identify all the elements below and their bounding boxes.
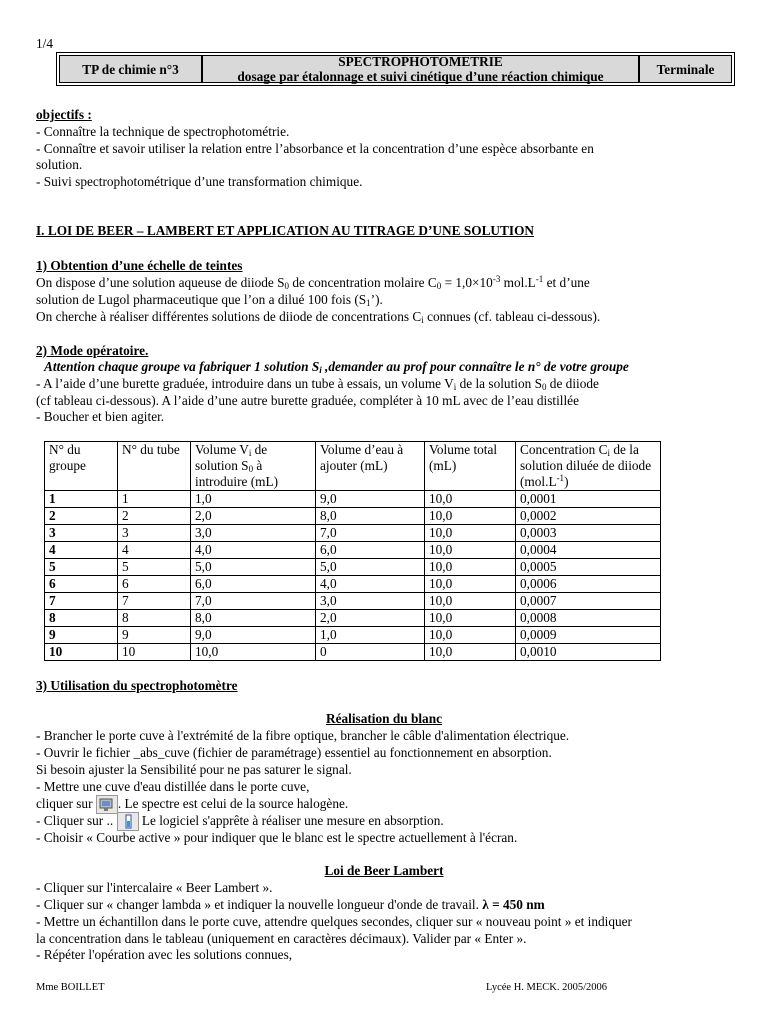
paragraph-line: On dispose d’une solution aqueuse de diiode $S_0$ de concentration molaire $C_0 = 1,0\times 10^{-3}$ $mol.L^{-1}$ et d’une xyxy=(36,274,590,291)
page-number: 1/4 xyxy=(36,36,53,51)
table-cell: 4,0 xyxy=(191,542,316,559)
paragraph-line: - Boucher et bien agiter. xyxy=(36,409,165,424)
table-cell: 4,0 xyxy=(316,576,425,593)
subsection-1-title: 1) Obtention d’une échelle de teintes xyxy=(36,258,243,273)
table-cell: 2 xyxy=(118,508,191,525)
paragraph-line: (cf tableau ci-dessous). A l’aide d’une autre burette graduée, compléter à 10 mL avec de l’eau distillée xyxy=(36,393,579,408)
table-row xyxy=(45,576,661,593)
header-eau: Volume d’eau à ajouter (mL) xyxy=(316,442,425,491)
header-groupe: N° du groupe xyxy=(45,442,118,491)
table-cell: 6,0 xyxy=(191,576,316,593)
table-row xyxy=(45,627,661,644)
blanc-title: Réalisation du blanc xyxy=(325,711,442,726)
objectif-item: - Connaître et savoir utiliser la relation entre l’absorbance et la concentration d’une espèce absorbante en xyxy=(36,141,594,156)
table-cell: 8 xyxy=(45,610,118,627)
footer-author: Mme BOILLET xyxy=(36,982,105,993)
table-cell: 9 xyxy=(45,627,118,644)
objectifs-heading: objectifs : xyxy=(36,107,92,122)
section-1-title: I. LOI DE BEER – LAMBERT ET APPLICATION AU TITRAGE D’UNE SOLUTION xyxy=(36,223,535,238)
table-cell: 0,0007 xyxy=(516,593,661,610)
table-row xyxy=(45,644,661,661)
paragraph-line: Si besoin ajuster la Sensibilité pour ne pas saturer le signal. xyxy=(36,762,352,777)
table-cell: 10,0 xyxy=(425,508,516,525)
table-cell: 10 xyxy=(118,644,191,661)
table-cell: 9,0 xyxy=(191,627,316,644)
table-cell: 3,0 xyxy=(316,593,425,610)
table-cell: 4 xyxy=(45,542,118,559)
table-cell: 10 xyxy=(45,644,118,661)
table-cell: 0,0002 xyxy=(516,508,661,525)
table-cell: 0 xyxy=(316,644,425,661)
header-left xyxy=(59,55,202,83)
table-row xyxy=(45,542,661,559)
page-subtitle: dosage par étalonnage et suivi cinétique d’une réaction chimique xyxy=(237,69,604,84)
subsection-2-title: 2) Mode opératoire. xyxy=(36,343,149,358)
paragraph-line: - Ouvrir le fichier _abs_cuve (fichier de paramétrage) essentiel au fonctionnement en absorption. xyxy=(36,745,552,760)
paragraph-line: - Mettre un échantillon dans le porte cuve, attendre quelques secondes, cliquer sur « nouveau point » et indiquer xyxy=(36,914,632,929)
header-right xyxy=(639,55,732,83)
table-cell: 10,0 xyxy=(425,576,516,593)
table-cell: 3,0 xyxy=(191,525,316,542)
absorption-icon[interactable] xyxy=(117,812,139,831)
paragraph-line: cliquer sur . Le spectre est celui de la source halogène. xyxy=(36,795,348,814)
table-cell: 6 xyxy=(45,576,118,593)
paragraph-line: - A l’aide d’une burette graduée, introduire dans un tube à essais, un volume $V_i$ de la solution $S_0$ de diiode xyxy=(36,376,599,392)
table-cell: 8,0 xyxy=(191,610,316,627)
table-cell: 10,0 xyxy=(425,525,516,542)
header-concentration: Concentration $C_i$ de la solution diluée de diiode $(mol.L^{-1})$ xyxy=(516,442,661,491)
table-row xyxy=(45,491,661,508)
table-row xyxy=(45,525,661,542)
paragraph-line: solution de Lugol pharmaceutique que l’on a dilué 100 fois $(S_1’)$. xyxy=(36,292,383,308)
table-row xyxy=(45,508,661,525)
paragraph-line: - Brancher le porte cuve à l'extrémité de la fibre optique, brancher le câble d'alimentation électrique. xyxy=(36,728,570,743)
table-cell: 10,0 xyxy=(425,610,516,627)
objectif-item: - Connaître la technique de spectrophotométrie. xyxy=(36,124,290,139)
subsection-3-title: 3) Utilisation du spectrophotomètre xyxy=(36,678,238,693)
lambda-value: λ = 450 nm xyxy=(482,897,545,912)
table-cell: 7 xyxy=(118,593,191,610)
table-cell: 10,0 xyxy=(191,644,316,661)
footer-school: Lycée H. MECK. 2005/2006 xyxy=(486,982,608,993)
table-cell: 3 xyxy=(45,525,118,542)
dilution-table xyxy=(44,441,661,661)
table-cell: 9 xyxy=(118,627,191,644)
table-cell: 8,0 xyxy=(316,508,425,525)
table-row xyxy=(45,593,661,610)
table-cell: 8 xyxy=(118,610,191,627)
header-box xyxy=(56,52,735,86)
table-cell: 0,0009 xyxy=(516,627,661,644)
paragraph-line: - Mettre une cuve d'eau distillée dans le porte cuve, xyxy=(36,779,310,794)
table-cell: 0,0003 xyxy=(516,525,661,542)
course-label: TP de chimie n°3 xyxy=(82,61,179,77)
table-cell: 5,0 xyxy=(191,559,316,576)
table-cell: 2,0 xyxy=(316,610,425,627)
class-level: Terminale xyxy=(656,61,715,77)
table-cell: 1,0 xyxy=(191,491,316,508)
table-cell: 6,0 xyxy=(316,542,425,559)
table-cell: 0,0005 xyxy=(516,559,661,576)
table-cell: 1 xyxy=(118,491,191,508)
table-cell: 5,0 xyxy=(316,559,425,576)
table-cell: 7,0 xyxy=(316,525,425,542)
paragraph-line: - Cliquer sur l'intercalaire « Beer Lambert ». xyxy=(36,880,273,895)
table-cell: 0,0010 xyxy=(516,644,661,661)
table-cell: 10,0 xyxy=(425,542,516,559)
table-cell: 1 xyxy=(45,491,118,508)
header-volume: Volume $V_i$ de solution $S_0$ à introduire (mL) xyxy=(191,442,316,491)
table-cell: 0,0001 xyxy=(516,491,661,508)
table-cell: 5 xyxy=(45,559,118,576)
paragraph-line: - Choisir « Courbe active » pour indiquer que le blanc est le spectre actuellement à l'écran. xyxy=(36,830,518,845)
table-header-row xyxy=(45,442,661,491)
header-total: Volume total (mL) xyxy=(425,442,516,491)
page-title: SPECTROPHOTOMETRIE xyxy=(338,54,503,69)
table-cell: 0,0008 xyxy=(516,610,661,627)
table-cell: 1,0 xyxy=(316,627,425,644)
table-cell: 6 xyxy=(118,576,191,593)
table-row xyxy=(45,610,661,627)
paragraph-line: la concentration dans le tableau (uniquement en caractères décimaux). Valider par « Enter ». xyxy=(36,931,527,946)
table-row xyxy=(45,559,661,576)
paragraph-line: - Cliquer sur « changer lambda » et indiquer la nouvelle longueur d'onde de travail. λ = 450 nm xyxy=(36,897,545,912)
table-cell: 10,0 xyxy=(425,627,516,644)
objectif-item-cont: solution. xyxy=(36,157,83,172)
table-cell: 10,0 xyxy=(425,559,516,576)
table-cell: 7,0 xyxy=(191,593,316,610)
table-cell: 5 xyxy=(118,559,191,576)
table-cell: 3 xyxy=(118,525,191,542)
table-cell: 0,0004 xyxy=(516,542,661,559)
paragraph-line: - Cliquer sur .. Le logiciel s'apprête à réaliser une mesure en absorption. xyxy=(36,812,444,831)
attention-note: Attention chaque groupe va fabriquer 1 solution $S_i$ ,demander au prof pour connaître le n° de votre groupe xyxy=(44,359,629,375)
table-cell: 10,0 xyxy=(425,593,516,610)
beer-lambert-title: Loi de Beer Lambert xyxy=(324,863,444,878)
table-cell: 10,0 xyxy=(425,491,516,508)
table-cell: 4 xyxy=(118,542,191,559)
header-title-cell xyxy=(202,55,639,83)
objectif-item: - Suivi spectrophotométrique d’une transformation chimique. xyxy=(36,174,363,189)
table-cell: 0,0006 xyxy=(516,576,661,593)
paragraph-line: - Répéter l'opération avec les solutions connues, xyxy=(36,947,293,962)
table-cell: 2,0 xyxy=(191,508,316,525)
table-cell: 2 xyxy=(45,508,118,525)
header-tube: N° du tube xyxy=(118,442,191,491)
table-cell: 10,0 xyxy=(425,644,516,661)
table-cell: 7 xyxy=(45,593,118,610)
table-cell: 9,0 xyxy=(316,491,425,508)
paragraph-line: On cherche à réaliser différentes solutions de diiode de concentrations $C_i$ connues (cf. tableau ci-dessous). xyxy=(36,309,601,325)
